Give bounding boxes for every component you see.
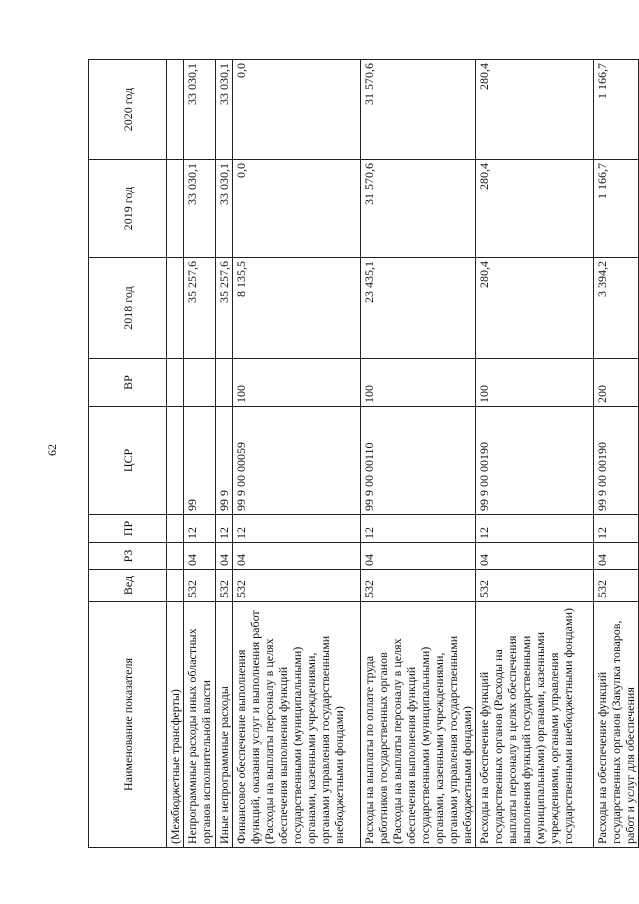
cell-pr — [167, 515, 184, 543]
cell-2019: 33 030,1 — [216, 160, 233, 258]
cell-rz: 04 — [216, 543, 233, 570]
cell-pr: 12 — [184, 515, 216, 543]
header-ved: Вед — [89, 570, 167, 602]
cell-ved: 532 — [361, 570, 476, 602]
table-header-row — [89, 60, 167, 848]
table-row — [361, 60, 476, 848]
cell-ved — [167, 570, 184, 602]
cell-2018 — [167, 258, 184, 359]
cell-2018: 280,4 — [476, 258, 594, 359]
cell-2020: 31 570,6 — [361, 60, 476, 160]
cell-2020: 0,0 — [233, 60, 361, 160]
cell-2018: 35 257,6 — [216, 258, 233, 359]
cell-csr: 99 9 00 00190 — [476, 407, 594, 515]
cell-csr: 99 9 00 00190 — [594, 407, 639, 515]
header-2020: 2020 год — [89, 60, 167, 160]
header-csr: ЦСР — [89, 407, 167, 515]
cell-csr: 99 9 00 00110 — [361, 407, 476, 515]
cell-csr: 99 — [184, 407, 216, 515]
cell-2019: 33 030,1 — [184, 160, 216, 258]
cell-name: Расходы на обеспечение функций государственных органов (Расходы на выплаты персоналу в целях обеспечения выполнения функций государственными (муниципальными) органами, казенными учреждениями, органами управления государственными внебюджетными фондами) — [476, 602, 594, 848]
cell-pr: 12 — [361, 515, 476, 543]
cell-vr: 100 — [361, 359, 476, 407]
cell-csr: 99 9 00 00059 — [233, 407, 361, 515]
budget-table — [88, 59, 639, 848]
cell-2019: 0,0 — [233, 160, 361, 258]
header-2019: 2019 год — [89, 160, 167, 258]
page-number: 62 — [45, 444, 59, 456]
cell-vr: 100 — [233, 359, 361, 407]
header-vr: ВР — [89, 359, 167, 407]
cell-vr — [216, 359, 233, 407]
cell-2020: 33 030,1 — [216, 60, 233, 160]
cell-ved: 532 — [233, 570, 361, 602]
cell-2018: 8 135,5 — [233, 258, 361, 359]
cell-2018: 23 435,1 — [361, 258, 476, 359]
cell-2019: 280,4 — [476, 160, 594, 258]
table-row — [233, 60, 361, 848]
cell-ved: 532 — [594, 570, 639, 602]
cell-ved: 532 — [184, 570, 216, 602]
cell-name: Расходы на выплаты по оплате труда работников государственных органов (Расходы на выплаты персоналу в целях обеспечения выполнения функций государственными (муниципальными) органами, казенными учреждениями, органами управления государственными внебюджетными фондами) — [361, 602, 476, 848]
cell-csr: 99 9 — [216, 407, 233, 515]
cell-csr — [167, 407, 184, 515]
cell-vr: 100 — [476, 359, 594, 407]
cell-name: Иные непрограммные расходы — [216, 602, 233, 848]
header-2018: 2018 год — [89, 258, 167, 359]
cell-rz: 04 — [476, 543, 594, 570]
cell-name: Финансовое обеспечение выполнения функций, оказания услуг и выполнения работ (Расходы на выплаты персоналу в целях обеспечения выполнения функций государственными (муниципальными) органами, казенными учреждениями, органами управления государственными внебюджетными фондами) — [233, 602, 361, 848]
cell-rz: 04 — [594, 543, 639, 570]
cell-rz — [167, 543, 184, 570]
cell-name: Непрограммные расходы иных областных органов исполнительной власти — [184, 602, 216, 848]
cell-2019 — [167, 160, 184, 258]
cell-2018: 3 394,2 — [594, 258, 639, 359]
cell-name: (Межбюджетные трансферты) — [167, 602, 184, 848]
table-row — [476, 60, 594, 848]
cell-rz: 04 — [233, 543, 361, 570]
header-rz: РЗ — [89, 543, 167, 570]
rotated-table-wrapper — [88, 60, 637, 848]
cell-rz: 04 — [361, 543, 476, 570]
cell-pr: 12 — [476, 515, 594, 543]
cell-ved: 532 — [216, 570, 233, 602]
table-row — [167, 60, 184, 848]
cell-pr: 12 — [233, 515, 361, 543]
cell-2019: 31 570,6 — [361, 160, 476, 258]
cell-2020 — [167, 60, 184, 160]
header-name: Наименование показателя — [89, 602, 167, 848]
cell-pr: 12 — [216, 515, 233, 543]
table-row — [216, 60, 233, 848]
cell-2019: 1 166,7 — [594, 160, 639, 258]
cell-2018: 35 257,6 — [184, 258, 216, 359]
header-pr: ПР — [89, 515, 167, 543]
cell-2020: 280,4 — [476, 60, 594, 160]
cell-pr: 12 — [594, 515, 639, 543]
cell-vr — [184, 359, 216, 407]
cell-vr: 200 — [594, 359, 639, 407]
cell-vr — [167, 359, 184, 407]
cell-name: Расходы на обеспечение функций государственных органов (Закупка товаров, работ и услуг для обеспечения — [594, 602, 639, 848]
cell-2020: 1 166,7 — [594, 60, 639, 160]
cell-2020: 33 030,1 — [184, 60, 216, 160]
table-row — [184, 60, 216, 848]
cell-ved: 532 — [476, 570, 594, 602]
cell-rz: 04 — [184, 543, 216, 570]
table-row — [594, 60, 639, 848]
